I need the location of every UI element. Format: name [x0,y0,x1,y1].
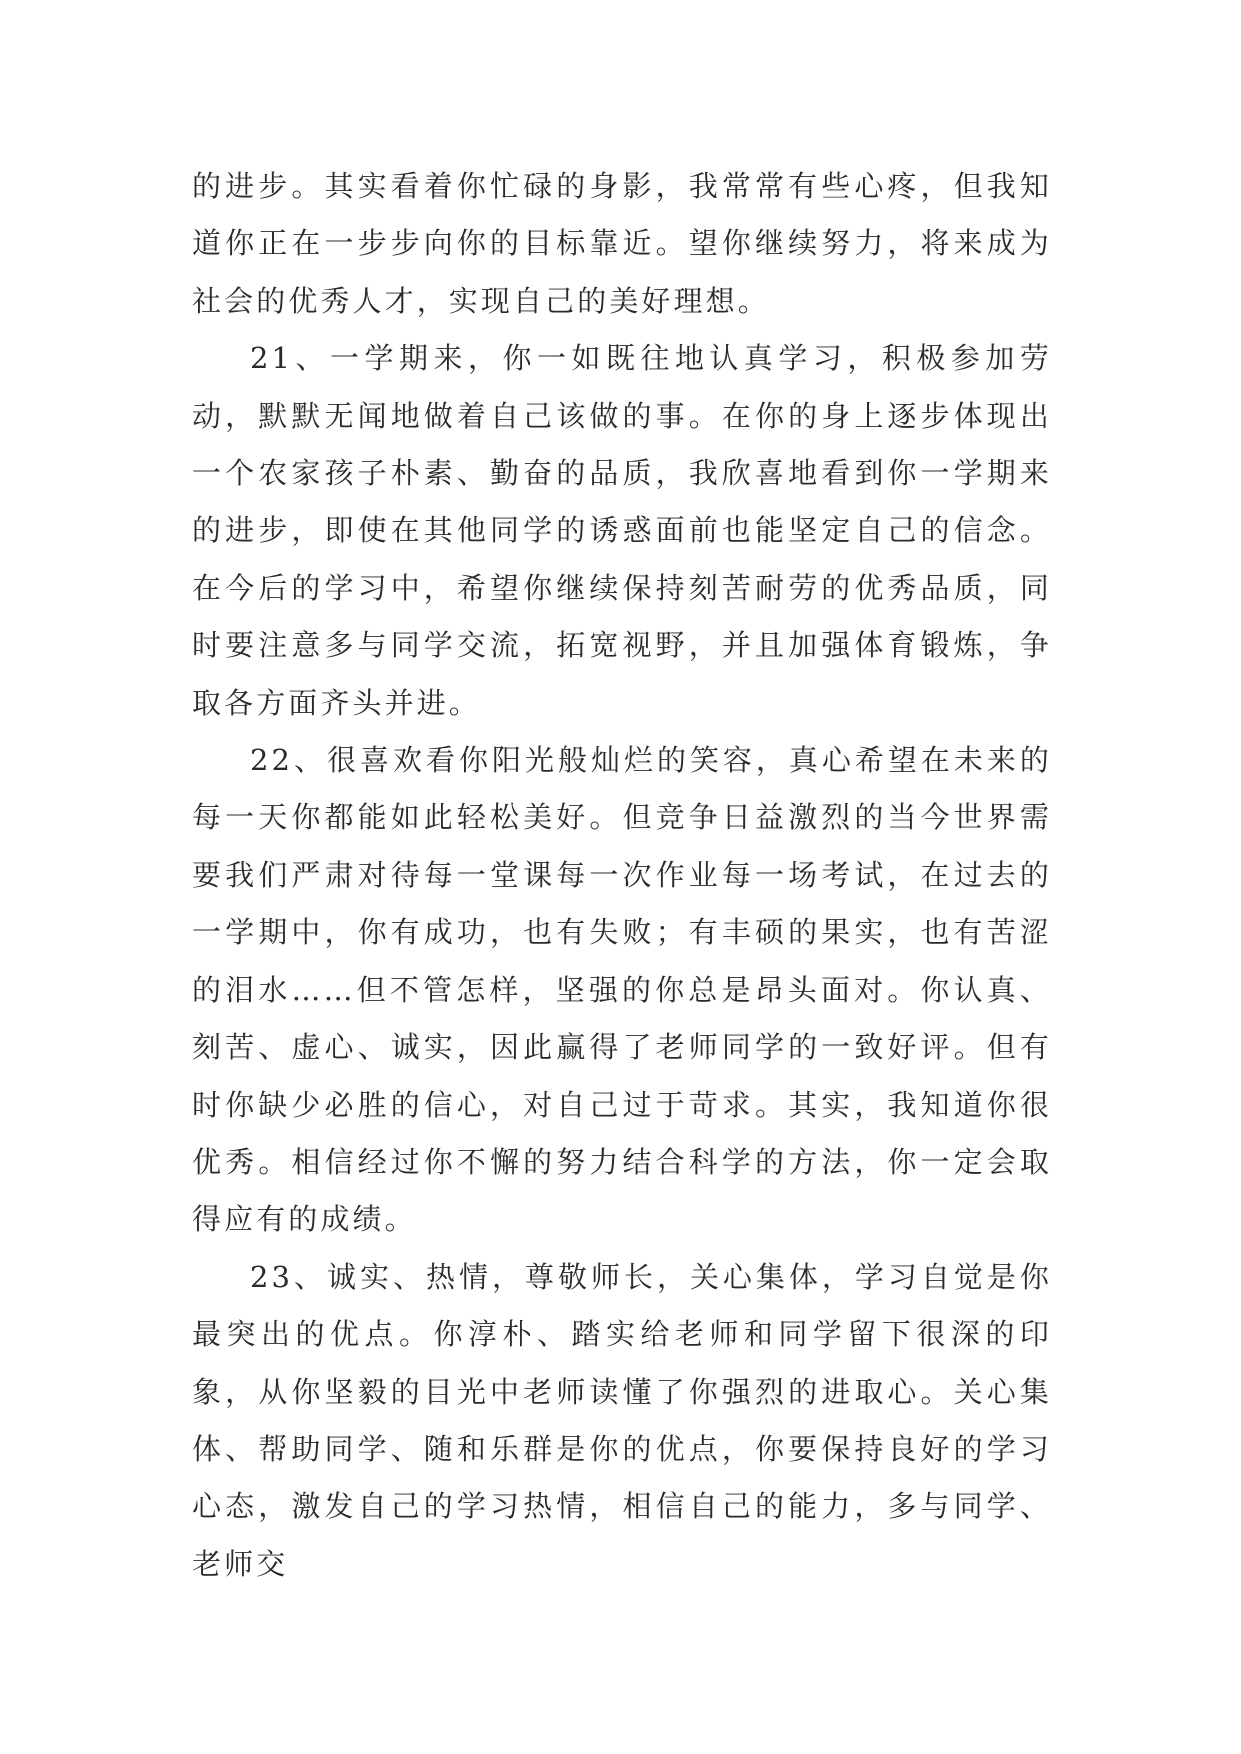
paragraph-continued: 的进步。其实看着你忙碌的身影，我常常有些心疼，但我知道你正在一步步向你的目标靠近。望你继续努力，将来成为社会的优秀人才，实现自己的美好理想。 [192,169,1052,318]
paragraph-comment-23: 23、诚实、热情，尊敬师长，关心集体，学习自觉是你最突出的优点。你淳朴、踏实给老师和同学留下很深的印象，从你坚毅的目光中老师读懂了你强烈的进取心。关心集体、帮助同学、随和乐群是你的优点，你要保持良好的学习心态，激发自己的学习热情，相信自己的能力，多与同学、老师交 [192,1259,1052,1581]
paragraph-comment-21: 21、一学期来，你一如既往地认真学习，积极参加劳动，默默无闻地做着自己该做的事。在你的身上逐步体现出一个农家孩子朴素、勤奋的品质，我欣喜地看到你一学期来的进步，即使在其他同学的诱惑面前也能坚定自己的信念。在今后的学习中，希望你继续保持刻苦耐劳的优秀品质，同时要注意多与同学交流，拓宽视野，并且加强体育锻炼，争取各方面齐头并进。 [192,341,1052,720]
paragraph-comment-22: 22、很喜欢看你阳光般灿烂的笑容，真心希望在未来的每一天你都能如此轻松美好。但竞争日益激烈的当今世界需要我们严肃对待每一堂课每一次作业每一场考试，在过去的一学期中，你有成功，也有失败；有丰硕的果实，也有苦涩的泪水……但不管怎样，坚强的你总是昂头面对。你认真、刻苦、虚心、诚实，因此赢得了老师同学的一致好评。但有时你缺少必胜的信心，对自己过于苛求。其实，我知道你很优秀。相信经过你不懈的努力结合科学的方法，你一定会取得应有的成绩。 [192,743,1052,1237]
document-body [192,158,1052,1593]
